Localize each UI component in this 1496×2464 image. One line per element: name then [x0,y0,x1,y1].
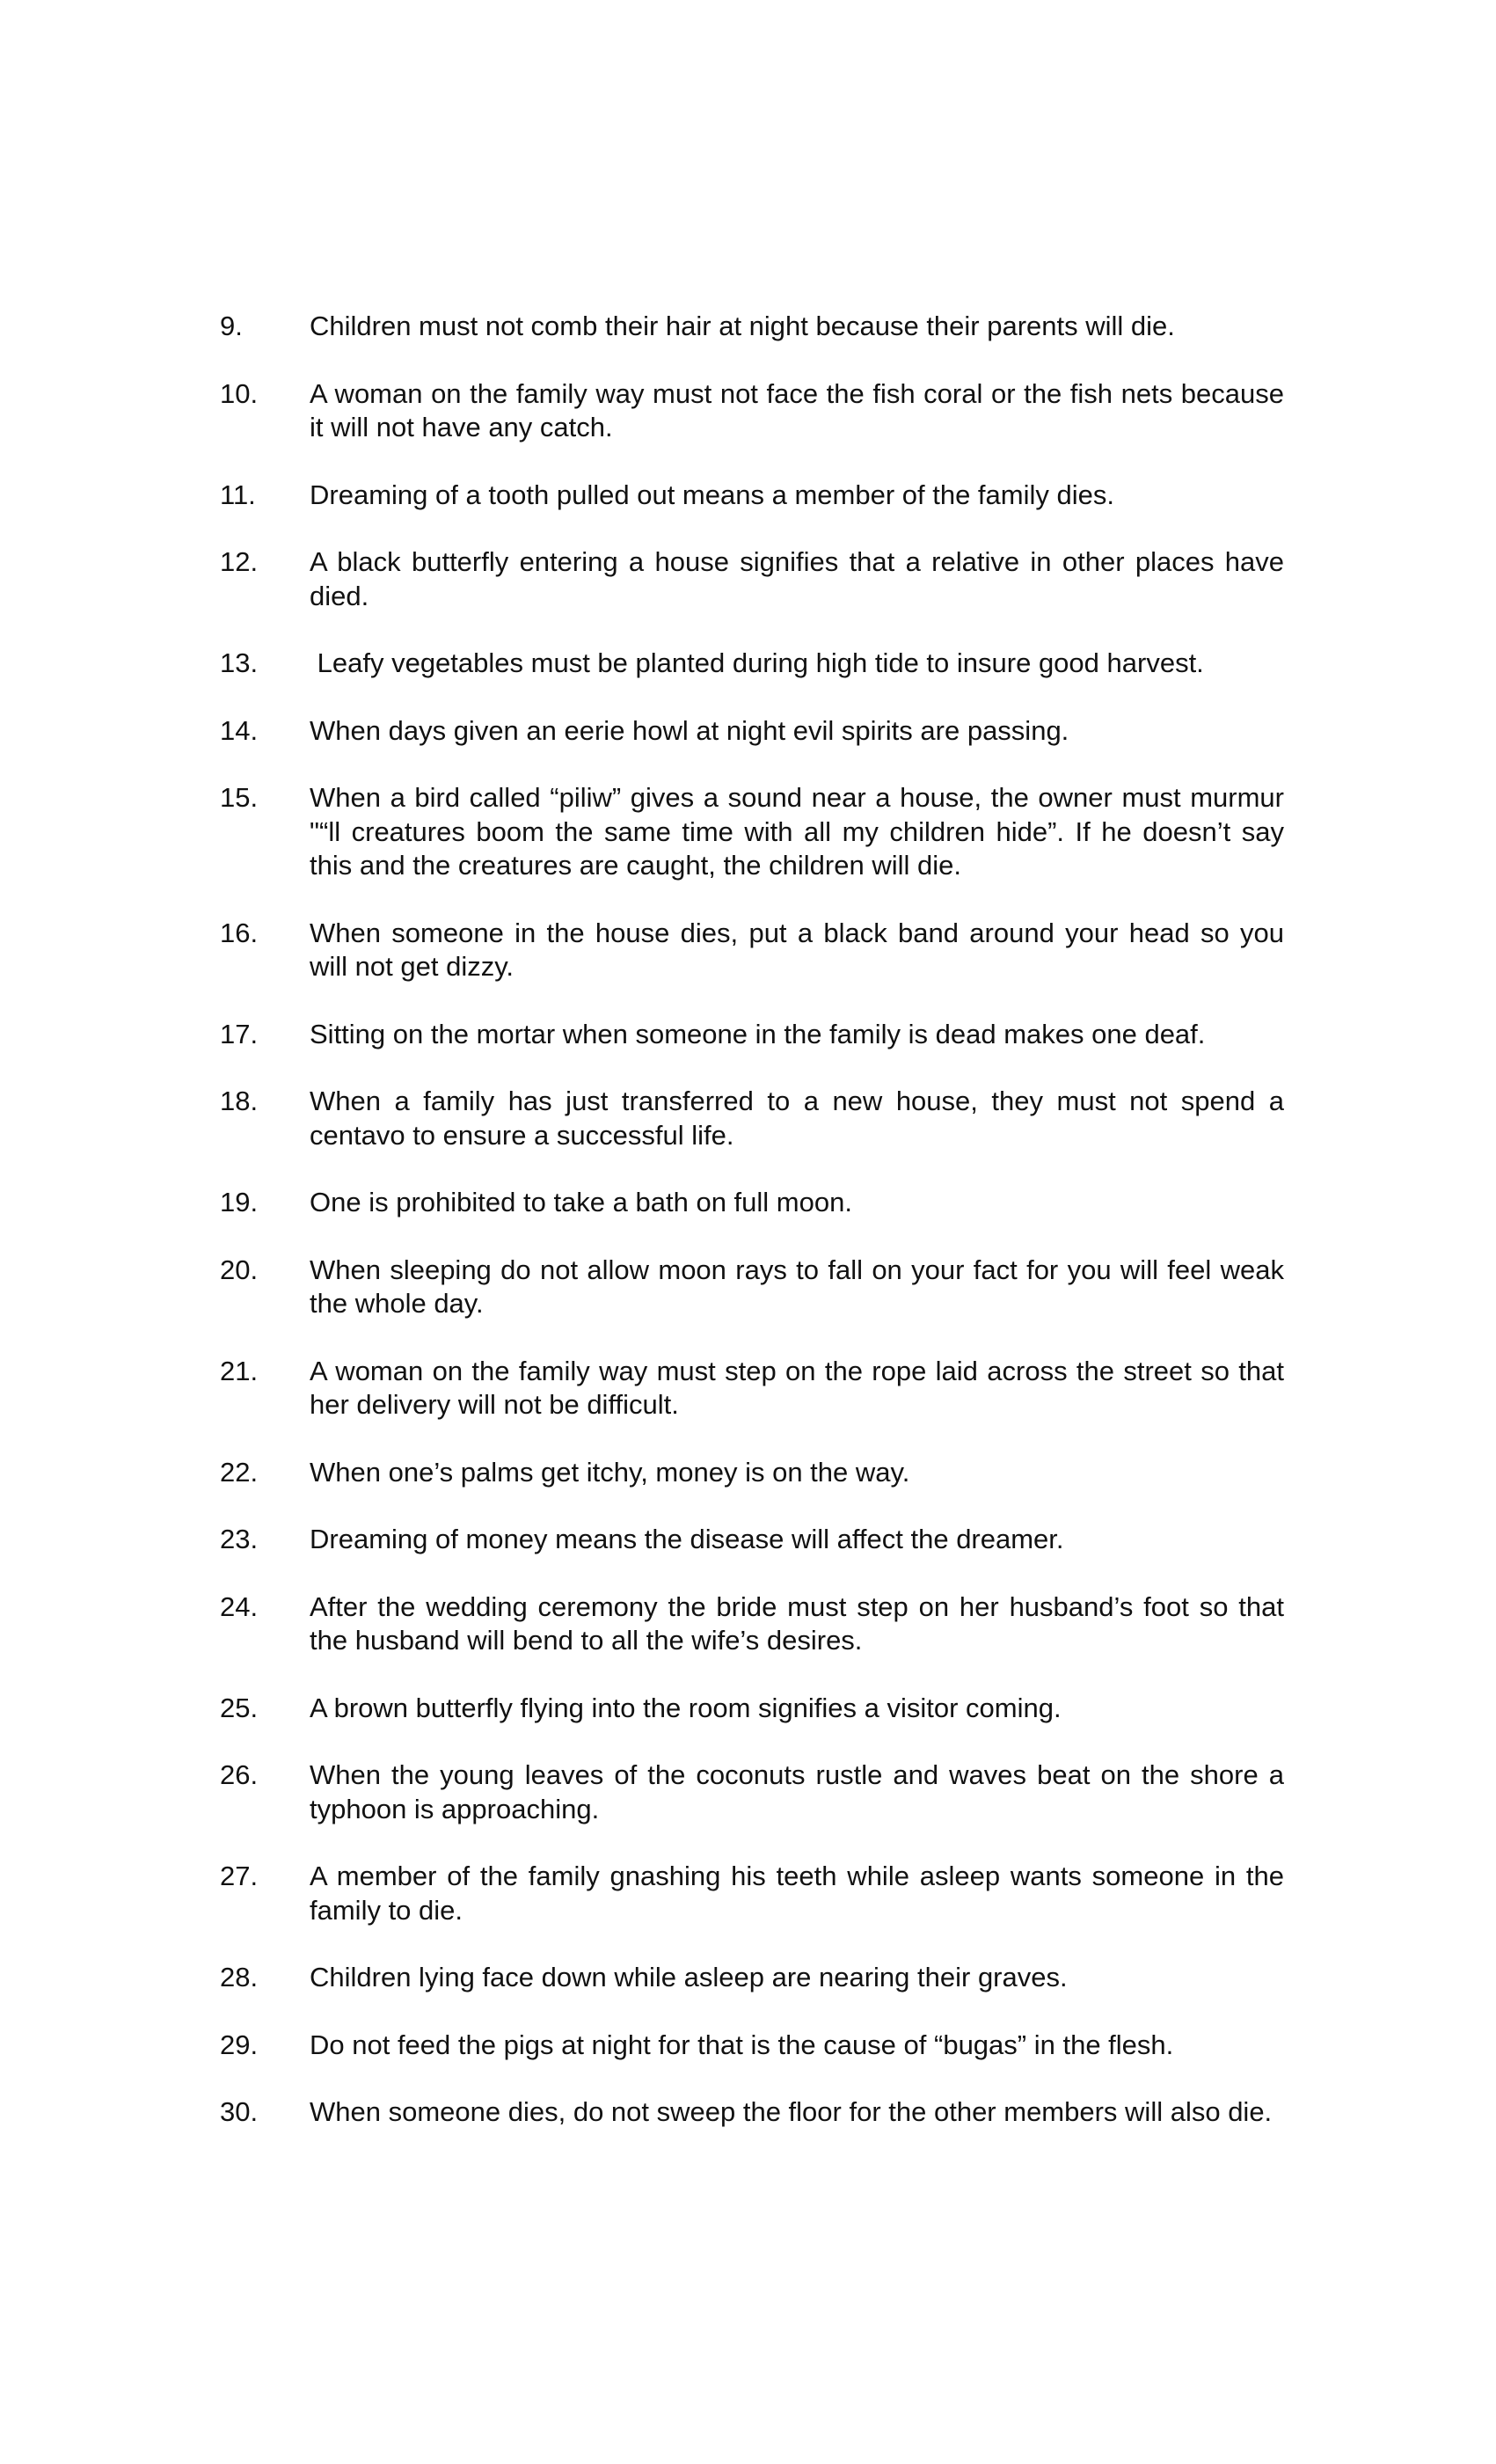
item-text: Dreaming of money means the disease will affect the dreamer. [310,1524,1064,1554]
item-number: 10. [220,377,259,409]
list-item [220,1523,1284,1557]
list-item [220,545,1284,613]
item-text: One is prohibited to take a bath on full moon. [310,1187,852,1217]
item-number: 30. [220,2096,259,2127]
item-text: A woman on the family way must step on the rope laid across the street so that her delivery will not be difficult. [310,1355,1284,1420]
list-item [220,1692,1284,1726]
item-text: A woman on the family way must not face the fish coral or the fish nets because it will not have any catch. [310,377,1284,442]
list-item [220,2029,1284,2063]
list-item [220,2095,1284,2130]
item-text: Children lying face down while asleep are nearing their graves. [310,1962,1068,1992]
item-text: When a bird called “piliw” gives a sound near a house, the owner must murmur "“ll creatures boom the same time with all my children hide”. If he doesn’t say this and the creatures are caught, the children will die. [310,782,1284,881]
item-number: 20. [220,1254,259,1285]
item-number: 22. [220,1456,259,1488]
superstition-list [220,310,1284,2163]
item-text: When days given an eerie howl at night evil spirits are passing. [310,714,1069,746]
item-number: 27. [220,1861,259,1891]
list-item [220,1186,1284,1220]
item-text: A member of the family gnashing his teeth while asleep wants someone in the family to die. [310,1861,1284,1926]
list-item [220,1085,1284,1152]
item-text: When a family has just transferred to a new house, they must not spend a centavo to ensure a successful life. [310,1086,1284,1151]
item-number: 23. [220,1524,259,1554]
item-number: 25. [220,1692,259,1723]
list-item [220,1456,1284,1490]
item-number: 14. [220,714,259,746]
item-number: 15. [220,782,259,813]
item-number: 18. [220,1086,259,1116]
list-item [220,479,1284,513]
item-number: 29. [220,2029,259,2060]
item-text: When sleeping do not allow moon rays to fall on your fact for you will feel weak the whole day. [310,1254,1284,1319]
list-item [220,377,1284,445]
list-item [220,917,1284,984]
list-item [220,714,1284,749]
item-text: When one’s palms get itchy, money is on the way. [310,1456,910,1488]
item-number: 13. [220,647,259,678]
item-number: 12. [220,546,259,577]
item-text: A black butterfly entering a house signifies that a relative in other places have died. [310,546,1284,611]
item-number: 19. [220,1187,259,1217]
item-text: Do not feed the pigs at night for that is the cause of “bugas” in the flesh. [310,2029,1174,2060]
item-number: 17. [220,1018,259,1049]
list-item [220,1254,1284,1321]
item-number: 9. [220,311,243,341]
list-item [220,1758,1284,1826]
item-text: A brown butterfly flying into the room signifies a visitor coming. [310,1692,1062,1723]
item-number: 11. [220,479,256,510]
item-text: Dreaming of a tooth pulled out means a member of the family dies. [310,479,1114,510]
list-item [220,1860,1284,1927]
list-item [220,647,1284,681]
item-text: Leafy vegetables must be planted during high tide to insure good harvest. [310,647,1204,678]
item-text: After the wedding ceremony the bride must step on her husband’s foot so that the husband will bend to all the wife’s desires. [310,1590,1284,1656]
item-number: 26. [220,1759,259,1790]
item-text: Children must not comb their hair at night because their parents will die. [310,311,1175,341]
item-text: Sitting on the mortar when someone in the family is dead makes one deaf. [310,1018,1206,1049]
item-number: 16. [220,917,259,948]
item-number: 28. [220,1962,259,1992]
list-item [220,1590,1284,1658]
item-number: 24. [220,1590,259,1622]
list-item [220,781,1284,883]
item-text: When someone dies, do not sweep the floor for the other members will also die. [310,2096,1273,2127]
list-item [220,1355,1284,1422]
list-item [220,1961,1284,1995]
list-item [220,1018,1284,1052]
item-text: When the young leaves of the coconuts rustle and waves beat on the shore a typhoon is approaching. [310,1759,1284,1824]
item-text: When someone in the house dies, put a black band around your head so you will not get dizzy. [310,917,1284,982]
item-number: 21. [220,1355,259,1386]
list-item [220,310,1284,344]
